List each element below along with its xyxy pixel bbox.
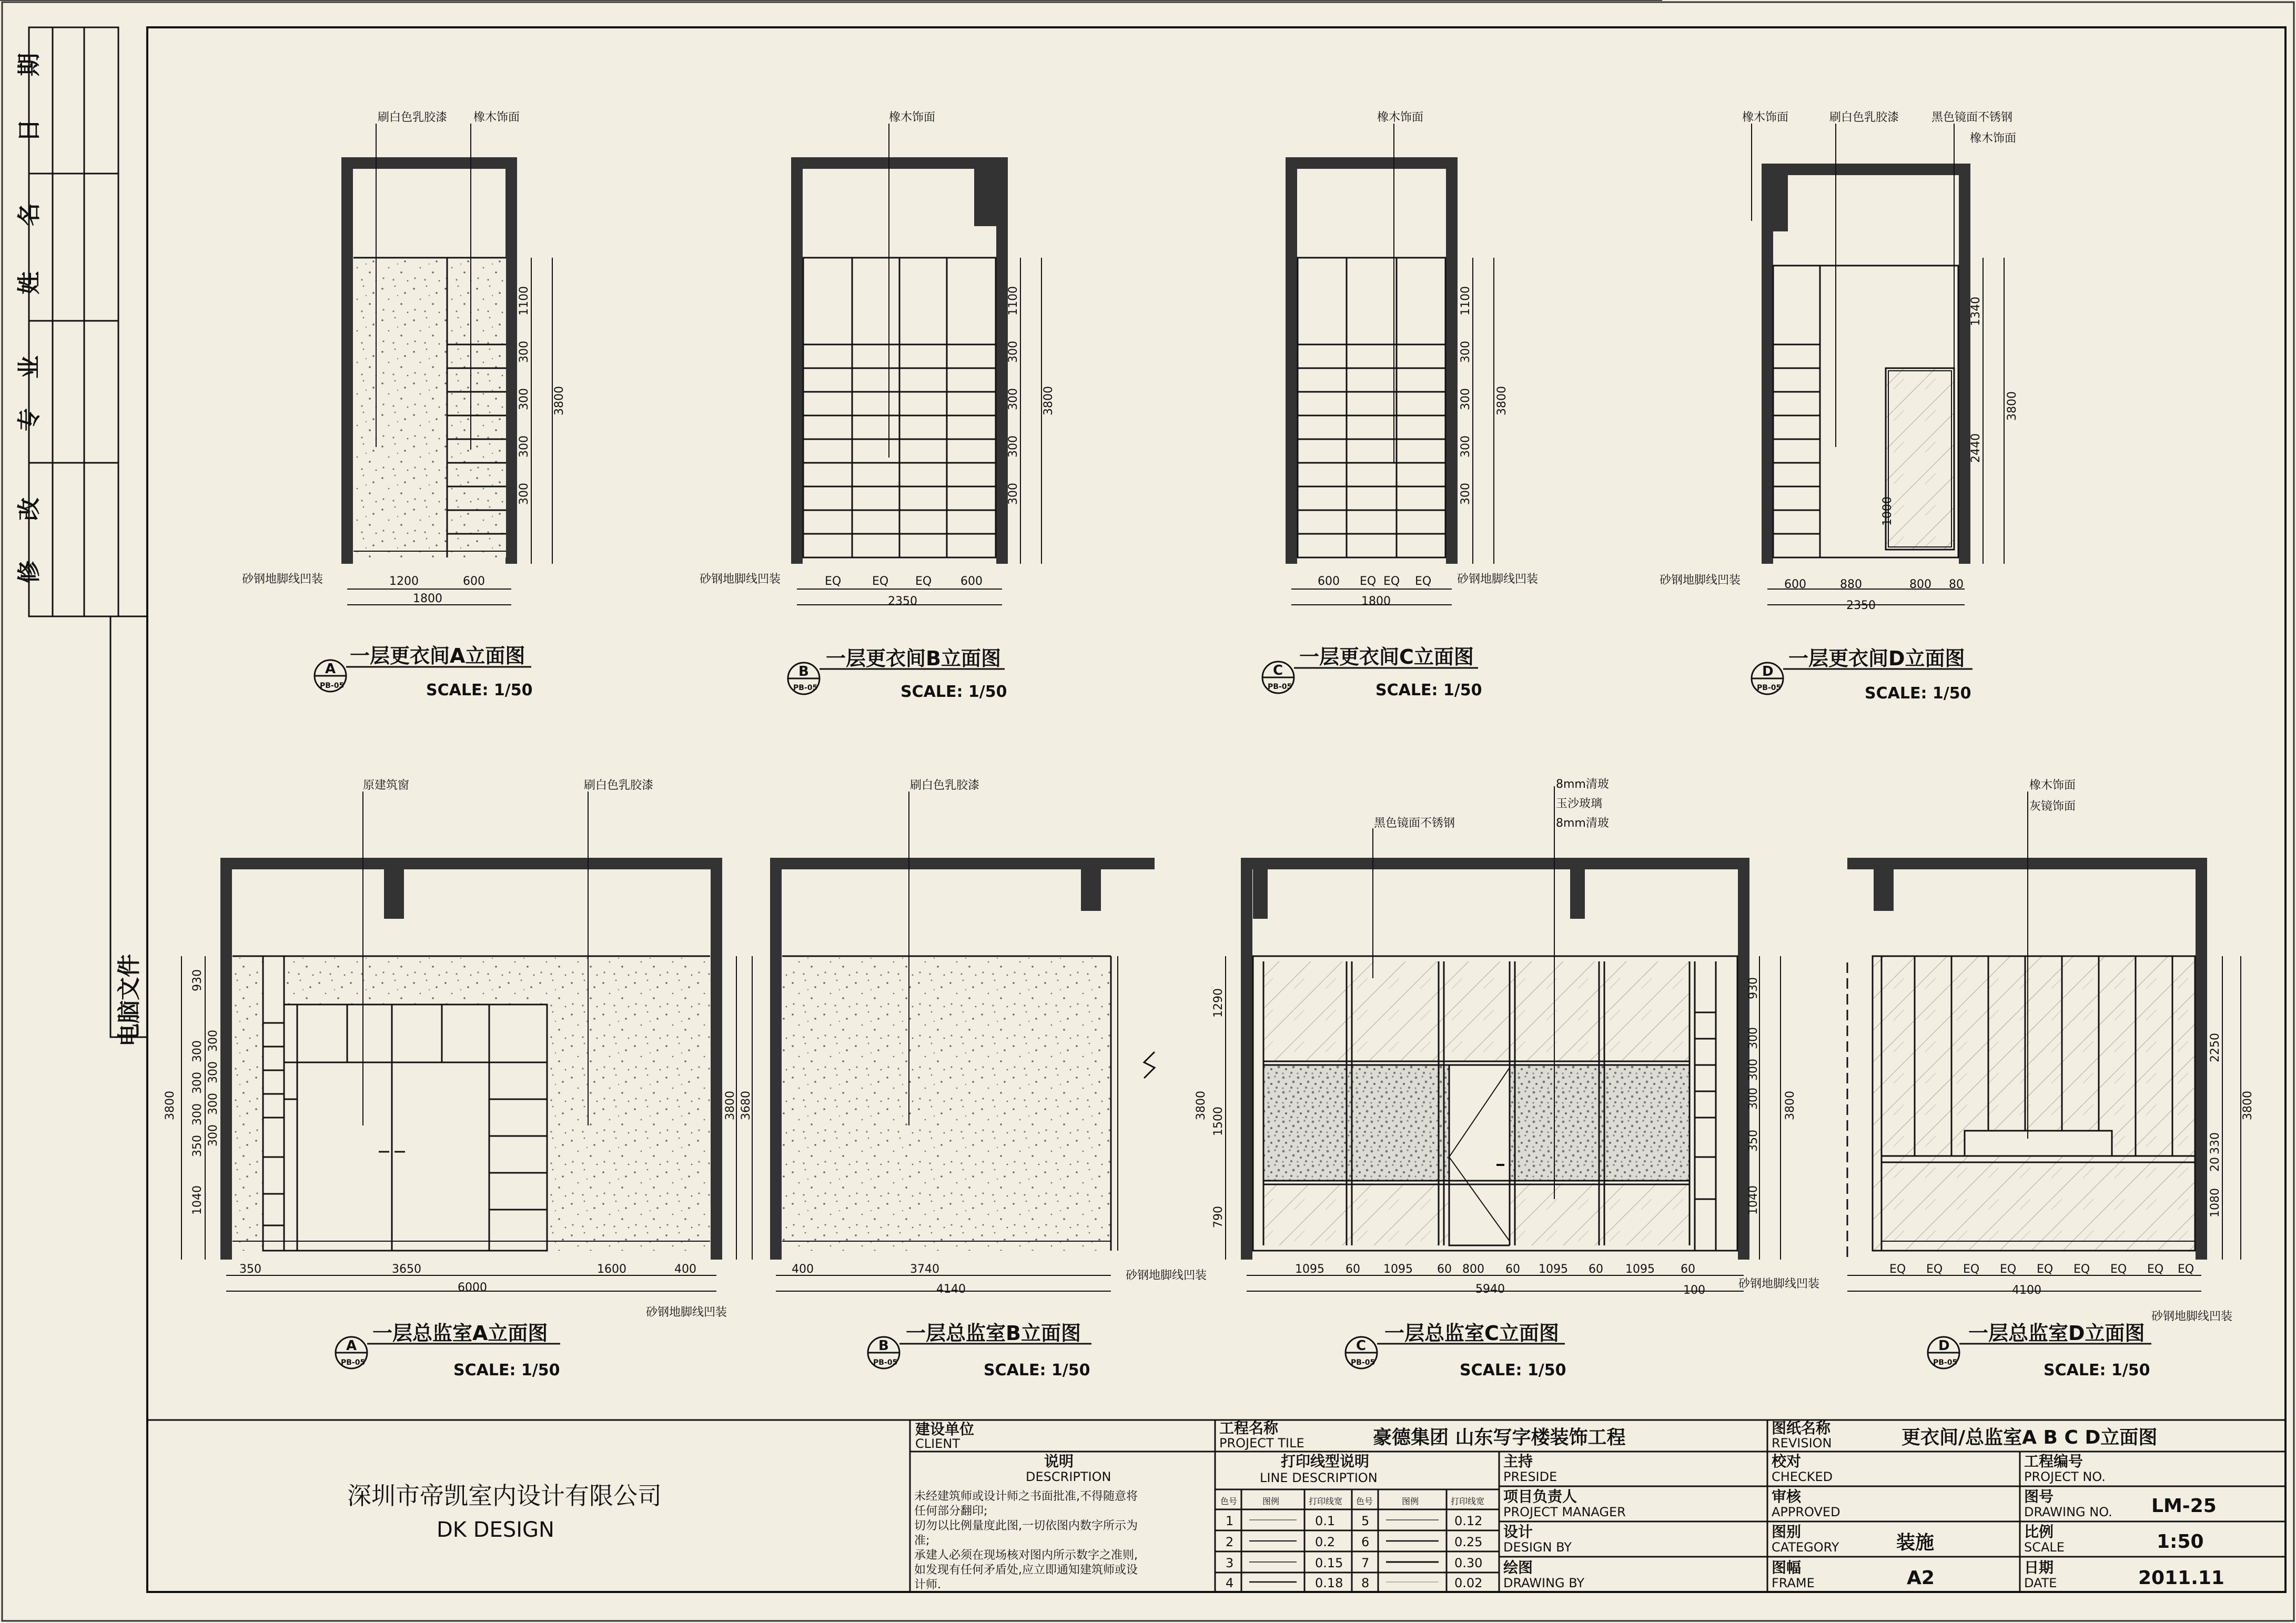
c2-dim-left-6: 790 [1212, 1206, 1225, 1228]
a2-dim-left2-2: 300 [207, 1061, 220, 1083]
a2-tag: A [346, 1338, 357, 1354]
c1-dim-right-9: 300 [1459, 483, 1472, 505]
c1-scale: SCALE: 1/50 [1375, 681, 1482, 699]
a1-note-3: 砂钢地脚线凹装 [242, 573, 323, 586]
c2-title: 一层总监室C立面图 [1384, 1322, 1559, 1345]
strip-label-rev-1: 修 [16, 561, 43, 584]
a2-note-1: 原建筑窗 [363, 779, 410, 792]
c2-dim-right-1: 930 [1747, 977, 1760, 999]
drawing-title: 更衣间/总监室A B C D立面图 [1901, 1427, 2158, 1448]
line-row2-w2: 0.25 [1454, 1535, 1483, 1549]
line-row4-no2: 8 [1361, 1576, 1370, 1590]
drawing-by-en: DRAWING BY [1503, 1576, 1585, 1590]
d1-note-2: 刷白色乳胶漆 [1829, 111, 1899, 124]
b2-dim-2: 3740 [910, 1263, 939, 1276]
a1-dim-right-5: 300 [518, 388, 531, 410]
frame-val: A2 [1907, 1567, 1935, 1589]
b1-dim-right-1: 1100 [1007, 286, 1020, 316]
category-en: CATEGORY [1772, 1540, 1839, 1555]
line-row1-no: 1 [1226, 1514, 1234, 1528]
desc-line-2: 任何部分翻印; [914, 1505, 988, 1518]
desc-line-7: 计师. [914, 1578, 941, 1591]
c1-dim-5: 1800 [1361, 595, 1391, 608]
frame-en: FRAME [1772, 1576, 1815, 1590]
a2-note-3: 砂钢地脚线凹装 [646, 1306, 727, 1319]
c1-dim-3: EQ [1383, 575, 1400, 588]
preside-cn: 主持 [1503, 1453, 1533, 1470]
line-row2-no2: 6 [1361, 1535, 1370, 1549]
c1-dim-right-5: 300 [1459, 388, 1472, 410]
desc-en: DESCRIPTION [1026, 1469, 1111, 1484]
d2-sheet: PB-05 [1933, 1358, 1958, 1367]
b1-dim-total: 3800 [1042, 386, 1055, 415]
c1-dim-2: EQ [1360, 575, 1377, 588]
b1-title: 一层更衣间B立面图 [826, 647, 1001, 670]
d2-tag: D [1938, 1338, 1950, 1354]
drawing-no-cn: 图号 [2024, 1488, 2054, 1505]
elevation-a1 [347, 163, 511, 564]
project-name: 豪德集团 山东写字楼装饰工程 [1373, 1427, 1626, 1448]
client-en: CLIENT [915, 1436, 960, 1451]
a2-dim-4: 400 [674, 1263, 696, 1276]
category-cn: 图别 [1772, 1523, 1802, 1540]
desc-line-6: 如发现有任何矛盾处,应立即通知建筑师或设 [914, 1564, 1138, 1577]
c2-dim-right-5: 300 [1747, 1059, 1760, 1081]
project-title-en: PROJECT TILE [1219, 1436, 1304, 1450]
c2-dim-5: 800 [1462, 1263, 1484, 1276]
a2-dim-left-5: 300 [191, 1072, 204, 1094]
d2-dim-10: 4100 [2012, 1284, 2041, 1297]
d1-dim-3: 800 [1909, 578, 1931, 591]
d2-note-1: 橡木饰面 [2029, 779, 2076, 792]
d1-note-4: 橡木饰面 [1970, 132, 2017, 145]
scale-val: 1:50 [2157, 1531, 2204, 1553]
pm-cn: 项目负责人 [1503, 1488, 1577, 1505]
a2-dim-left2-3: 300 [207, 1093, 220, 1115]
line-desc-cn: 打印线型说明 [1281, 1453, 1370, 1470]
line-row1-w2: 0.12 [1454, 1514, 1483, 1528]
d2-dim-7: EQ [2110, 1263, 2127, 1276]
c2-dim-3: 1095 [1383, 1263, 1413, 1276]
a2-dim-left-3: 300 [191, 1040, 204, 1062]
d2-dim-6: EQ [2074, 1263, 2090, 1276]
a1-dim-right-3: 300 [518, 341, 531, 363]
a1-dim-2: 600 [463, 575, 485, 588]
a1-tag: A [325, 661, 336, 677]
a1-note-1: 刷白色乳胶漆 [378, 111, 448, 124]
d1-tag: D [1762, 664, 1774, 679]
approved-en: APPROVED [1772, 1505, 1840, 1519]
d1-sheet: PB-05 [1757, 684, 1782, 692]
c1-title: 一层更衣间C立面图 [1299, 645, 1474, 668]
elevation-d1 [1767, 169, 1965, 564]
c2-dim-4: 60 [1437, 1263, 1452, 1276]
a1-dim-1: 1200 [389, 575, 419, 588]
b1-scale: SCALE: 1/50 [901, 683, 1007, 701]
a1-dim-3: 1800 [413, 592, 442, 605]
line-row4-w: 0.18 [1315, 1576, 1343, 1590]
project-no-cn: 工程编号 [2024, 1453, 2083, 1470]
revision-cn: 图纸名称 [1772, 1419, 1831, 1437]
line-row2-w: 0.2 [1315, 1535, 1336, 1549]
c2-note-4: 黑色镜面不锈钢 [1374, 817, 1455, 830]
b1-dim-6: 2350 [888, 595, 917, 608]
a2-dim-left-7: 300 [191, 1103, 204, 1125]
a1-sheet: PB-05 [320, 682, 345, 690]
a2-dim-2: 3650 [392, 1263, 421, 1276]
scale-cn: 比例 [2024, 1523, 2054, 1540]
a2-title: 一层总监室A立面图 [372, 1322, 548, 1345]
c1-dim-right-3: 300 [1459, 341, 1472, 363]
drawing-no-en: DRAWING NO. [2024, 1505, 2112, 1519]
a2-dim-left2-4: 300 [207, 1124, 220, 1147]
b1-dim-5: 600 [960, 575, 983, 588]
b1-sheet: PB-05 [793, 684, 818, 692]
d2-note-2: 灰镜饰面 [2029, 800, 2076, 813]
d2-dim-right-1: 2250 [2209, 1033, 2222, 1062]
line-row2-no: 2 [1226, 1535, 1234, 1549]
company-en: DK DESIGN [437, 1518, 554, 1542]
b1-dim-2: EQ [872, 575, 889, 588]
line-row1-w: 0.1 [1315, 1514, 1336, 1528]
b1-dim-right-7: 300 [1007, 435, 1020, 458]
c2-dim-right-7: 300 [1747, 1088, 1760, 1110]
line-header-3: 打印线宽 [1309, 1496, 1343, 1506]
date-val: 2011.11 [2138, 1567, 2224, 1589]
desc-line-5: 承建人必须在现场核对图内所示数字之准则, [914, 1549, 1138, 1562]
b1-note-2: 砂钢地脚线凹装 [700, 573, 781, 586]
c2-dim-11: 5940 [1475, 1283, 1505, 1296]
c1-note-1: 橡木饰面 [1377, 111, 1424, 124]
client-cn: 建设单位 [915, 1421, 975, 1438]
d1-note-5: 砂钢地脚线凹装 [1660, 574, 1741, 587]
approved-cn: 审核 [1772, 1488, 1802, 1505]
company-cn: 深圳市帝凯室内设计有限公司 [347, 1482, 662, 1510]
c2-dim-8: 60 [1589, 1263, 1603, 1276]
d1-dim-right-3: 1000 [1881, 496, 1894, 526]
strip-label-date-2: 期 [16, 53, 43, 76]
strip-label-spec-1: 专 [16, 408, 43, 431]
c1-tag: C [1273, 663, 1283, 678]
drawing-by-cn: 绘图 [1503, 1559, 1533, 1576]
b2-tag: B [878, 1338, 889, 1354]
a2-note-2: 刷白色乳胶漆 [584, 779, 654, 792]
design-cn: 设计 [1503, 1523, 1533, 1540]
a1-dim-right-7: 300 [518, 435, 531, 458]
strip-label-name-1: 姓 [16, 271, 43, 295]
b2-title: 一层总监室B立面图 [906, 1322, 1081, 1345]
b1-note-1: 橡木饰面 [889, 111, 936, 124]
d1-dim-4: 80 [1949, 578, 1964, 591]
line-header-5: 图例 [1402, 1496, 1419, 1506]
c1-dim-right-1: 1100 [1459, 286, 1472, 316]
d2-dim-9: EQ [2178, 1263, 2194, 1276]
a2-dim-5: 6000 [458, 1281, 487, 1294]
line-row1-no2: 5 [1361, 1514, 1370, 1528]
line-row3-w: 0.15 [1315, 1556, 1343, 1570]
d2-dim-right-4: 1080 [2209, 1188, 2222, 1218]
line-row4-no: 4 [1226, 1576, 1234, 1590]
c2-scale: SCALE: 1/50 [1460, 1361, 1566, 1379]
c2-dim-2: 60 [1346, 1263, 1360, 1276]
a2-dim-left-11: 1040 [191, 1185, 204, 1215]
a1-dim-right-1: 1100 [518, 286, 531, 316]
strip-label-date-1: 日 [16, 119, 43, 142]
b1-dim-3: EQ [915, 575, 932, 588]
c1-dim-total: 3800 [1495, 386, 1509, 415]
strip-label-name-2: 名 [16, 203, 43, 226]
revision-strip-labels [16, 53, 143, 1047]
c2-dim-left-4: 1500 [1212, 1107, 1225, 1136]
c2-dim-7: 1095 [1539, 1263, 1568, 1276]
c2-tag: C [1356, 1338, 1367, 1354]
b2-dim-right-1: 3680 [740, 1091, 753, 1120]
d1-dim-total: 3800 [2006, 391, 2019, 421]
b2-note-1: 刷白色乳胶漆 [910, 779, 980, 792]
a1-dim-right-9: 300 [518, 483, 531, 505]
frame-cn: 图幅 [1772, 1559, 1802, 1576]
c2-dim-right-9: 350 [1747, 1130, 1760, 1152]
b1-dim-right-5: 300 [1007, 388, 1020, 410]
c1-dim-1: 600 [1318, 575, 1340, 588]
c2-dim-right-11: 1040 [1747, 1185, 1760, 1215]
c1-dim-4: EQ [1415, 575, 1432, 588]
d2-dim-1: EQ [1889, 1263, 1906, 1276]
elevation-b2 [776, 864, 1155, 1260]
a2-scale: SCALE: 1/50 [453, 1361, 560, 1379]
c2-note-5: 砂钢地脚线凹装 [1738, 1277, 1820, 1291]
c2-dim-6: 60 [1505, 1263, 1520, 1276]
a1-note-2: 橡木饰面 [473, 111, 520, 124]
checked-cn: 校对 [1772, 1453, 1802, 1470]
a2-dim-left-9: 350 [191, 1135, 204, 1157]
a1-scale: SCALE: 1/50 [426, 681, 533, 699]
c2-note-1: 8mm清玻 [1556, 778, 1609, 791]
c2-dim-10: 60 [1681, 1263, 1695, 1276]
strip-label-spec-2: 业 [16, 356, 43, 379]
b1-tag: B [798, 664, 809, 679]
a2-sheet: PB-05 [341, 1358, 366, 1367]
c2-dim-total: 3800 [1195, 1091, 1208, 1120]
date-cn: 日期 [2024, 1559, 2054, 1576]
c2-dim-right-3: 300 [1747, 1027, 1760, 1049]
desc-line-4: 准; [914, 1534, 930, 1547]
desc-line-3: 切勿以比例量度此图,一切依图内数字所示为 [914, 1519, 1138, 1533]
d1-note-3: 黑色镜面不锈钢 [1931, 111, 2013, 124]
d2-title: 一层总监室D立面图 [1968, 1322, 2145, 1345]
d2-dim-4: EQ [2000, 1263, 2017, 1276]
elevation-c2 [1247, 864, 1744, 1260]
line-row3-w2: 0.30 [1454, 1556, 1483, 1570]
elevation-b1 [797, 163, 1002, 564]
d2-dim-3: EQ [1963, 1263, 1980, 1276]
d2-scale: SCALE: 1/50 [2044, 1361, 2150, 1379]
a2-dim-total: 3800 [164, 1091, 177, 1120]
line-row4-w2: 0.02 [1454, 1576, 1483, 1590]
line-header-2: 图例 [1262, 1496, 1280, 1506]
b2-sheet: PB-05 [873, 1358, 898, 1367]
c2-sheet: PB-05 [1351, 1358, 1375, 1367]
d2-dim-2: EQ [1926, 1263, 1943, 1276]
computer-file-label: 电脑文件 [116, 954, 143, 1047]
design-en: DESIGN BY [1503, 1540, 1572, 1555]
title-block-texts [347, 1419, 2224, 1591]
d2-dim-right-3: 20 [2209, 1157, 2222, 1172]
b2-scale: SCALE: 1/50 [984, 1361, 1090, 1379]
line-header-4: 色号 [1356, 1496, 1373, 1506]
d2-dim-total: 3800 [2241, 1091, 2254, 1120]
d1-dim-5: 2350 [1846, 599, 1876, 612]
c2-dim-left-2: 1290 [1212, 988, 1225, 1018]
b2-dim-right-2: 3800 [724, 1091, 737, 1120]
a2-dim-1: 350 [239, 1263, 261, 1276]
b1-dim-1: EQ [825, 575, 842, 588]
b2-note-2: 砂钢地脚线凹装 [1126, 1269, 1207, 1282]
desc-line-1: 未经建筑师或设计师之书面批准,不得随意将 [914, 1490, 1138, 1503]
category-val: 装施 [1896, 1532, 1935, 1554]
c2-dim-1: 1095 [1295, 1263, 1324, 1276]
line-header-1: 色号 [1220, 1496, 1238, 1506]
scale-en: SCALE [2024, 1540, 2065, 1555]
drawing-no-val: LM-25 [2151, 1495, 2217, 1517]
line-desc-en: LINE DESCRIPTION [1260, 1470, 1378, 1485]
pm-en: PROJECT MANAGER [1503, 1505, 1626, 1519]
d2-dim-right-2: 330 [2209, 1132, 2222, 1154]
c2-note-3: 8mm清玻 [1556, 817, 1609, 830]
d1-dim-2: 880 [1840, 578, 1862, 591]
d1-note-1: 橡木饰面 [1742, 111, 1789, 124]
preside-en: PRESIDE [1503, 1469, 1557, 1484]
d1-scale: SCALE: 1/50 [1865, 684, 1971, 703]
d2-dim-5: EQ [2037, 1263, 2054, 1276]
line-header-6: 打印线宽 [1451, 1496, 1485, 1506]
a2-dim-left2-1: 300 [207, 1030, 220, 1052]
elevation-c1 [1291, 163, 1452, 564]
a2-dim-3: 1600 [597, 1263, 626, 1276]
d2-dim-8: EQ [2147, 1263, 2164, 1276]
d1-dim-1: 600 [1784, 578, 1806, 591]
line-row3-no2: 7 [1361, 1556, 1370, 1570]
b2-dim-1: 400 [792, 1263, 814, 1276]
c2-dim-total-r: 3800 [1784, 1091, 1797, 1120]
c2-dim-9: 1095 [1625, 1263, 1655, 1276]
d1-dim-right-1: 1340 [1969, 297, 1983, 326]
d2-note-3: 砂钢地脚线凹装 [2151, 1310, 2233, 1323]
line-row3-no: 3 [1226, 1556, 1234, 1570]
a1-dim-total: 3800 [553, 386, 566, 415]
revision-strip [29, 27, 147, 1037]
c1-dim-right-7: 300 [1459, 435, 1472, 458]
strip-label-rev-2: 改 [16, 498, 43, 521]
c2-dim-12: 100 [1683, 1284, 1705, 1297]
a2-dim-left-1: 930 [191, 969, 204, 991]
a1-title: 一层更衣间A立面图 [350, 644, 525, 667]
b1-dim-right-9: 300 [1007, 483, 1020, 505]
revision-en: REVISION [1772, 1436, 1832, 1450]
desc-cn: 说明 [1044, 1453, 1074, 1470]
checked-en: CHECKED [1772, 1469, 1833, 1484]
project-no-en: PROJECT NO. [2024, 1469, 2106, 1484]
date-en: DATE [2024, 1576, 2057, 1590]
b1-dim-right-3: 300 [1007, 341, 1020, 363]
c1-note-2: 砂钢地脚线凹装 [1457, 573, 1539, 586]
project-title-cn: 工程名称 [1219, 1419, 1279, 1437]
b2-dim-3: 4140 [936, 1283, 966, 1296]
d1-title: 一层更衣间D立面图 [1788, 647, 1965, 670]
c1-sheet: PB-05 [1268, 683, 1292, 691]
c2-note-2: 玉沙玻璃 [1556, 797, 1603, 810]
d1-dim-right-2: 2440 [1969, 433, 1983, 463]
elevation-a2 [226, 864, 716, 1260]
